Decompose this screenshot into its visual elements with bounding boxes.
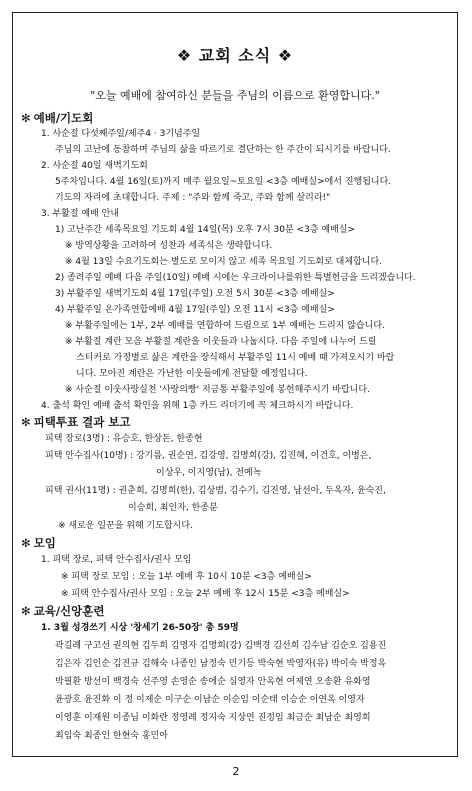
asterisk-icon: ✻	[21, 415, 31, 429]
election-deacons-line-2: 이상우, 이지영(남), 전예녹	[156, 468, 262, 478]
asterisk-icon: ✻	[21, 111, 31, 125]
worship-item-3-sub-1-note-1: ※ 방역상황을 고려하여 성찬과 세족식은 생략합니다.	[65, 241, 273, 251]
meeting-note-2: ※ 피택 안수집사/권사 모임 : 오늘 2부 예배 후 12시 15분 <3층 예배실>	[61, 589, 350, 599]
meeting-item-1: 1. 피택 장로, 피택 안수집사/권사 모임	[41, 555, 192, 565]
worship-item-2-title: 2. 사순절 40일 새벽기도회	[41, 161, 148, 171]
asterisk-icon: ✻	[21, 536, 31, 550]
section-heading-education: ✻ 교육/신앙훈련	[21, 604, 105, 618]
worship-item-4: 4. 출석 확인 예배 출석 확인을 위해 1층 카드 리더기에 꼭 체크하시기 바랍니다.	[41, 401, 354, 411]
worship-item-3-sub-2: 2) 종려주일 예배 다음 주일(10일) 예배 시에는 우크라이나를위한 특별헌금을 드리겠습니다.	[55, 273, 416, 283]
election-kwonsa-line-1: 피택 권사(11명) : 권춘희, 김명희(한), 김상범, 김수기, 김진영, 남선아, 두옥자, 윤숙진,	[45, 486, 386, 496]
worship-item-3-sub-4-note-5: ※ 사순절 이웃사랑실천 '사랑의빵' 저금통 부활주일에 봉헌해주시기 바랍니다.	[65, 385, 370, 395]
worship-item-3-sub-1-note-2: ※ 4월 13일 수요기도회는 별도로 모이지 않고 세족 목요일 기도회로 대체합니다.	[65, 257, 383, 267]
worship-item-3-sub-1: 1) 고난주간 세족목요일 기도회 4월 14일(목) 오후 7시 30분 <3층 예배실>	[55, 225, 355, 235]
education-names-line-2: 김은자 김인순 김진규 김해숙 나종인 남정숙 민기등 박숙현 박영자(유) 박이숙 박정옥	[55, 659, 387, 669]
election-elders: 피택 장로(3명) : 유승호, 한상돈, 한종현	[45, 434, 203, 444]
education-names-line-5: 이영훈 이재원 이종님 이화란 정영례 정지숙 지상연 진정임 최금순 최남순 최영희	[55, 713, 371, 723]
section-heading-election: ✻ 피택투표 결과 보고	[21, 415, 131, 429]
worship-item-3-sub-4-note-4: 니다. 모아진 계란은 가난한 이웃들에게 전달할 예정입니다.	[76, 369, 308, 379]
worship-item-3-sub-4-note-1: ※ 부활주일에는 1부, 2부 예배를 연합하여 드림으로 1부 예배는 드리지 않습니다.	[65, 321, 385, 331]
page-title: ❖ 교회 소식 ❖	[176, 46, 294, 65]
section-heading-meeting: ✻ 모임	[21, 536, 56, 550]
worship-item-3-sub-4-note-2: ※ 부활절 계란 모음 부활절 계란을 이웃들과 나눕시다. 다음 주일에 나누어 드릴	[65, 337, 377, 347]
bulletin-page	[12, 12, 458, 757]
education-names-line-3: 박필환 방선이 백경숙 선주영 손영순 송에순 심영자 안옥현 여제연 오송환 유화영	[55, 677, 371, 687]
election-kwonsa-line-2: 이승희, 최인자, 한종분	[128, 503, 218, 513]
election-prayer-note: ※ 새로운 일꾼을 위해 기도합시다.	[58, 521, 193, 531]
worship-item-3-title: 3. 부활절 예배 안내	[41, 209, 120, 219]
asterisk-icon: ✻	[21, 604, 31, 618]
worship-item-1-title: 1. 사순절 다섯째주일/제주4 · 3기념주일	[41, 129, 201, 139]
meeting-note-1: ※ 피택 장로 모임 : 오늘 1부 예배 후 10시 10분 <3층 예배실>	[61, 572, 312, 582]
worship-item-2-text-1: 5주차입니다. 4월 16일(토)까지 매주 월요일~토요일 <3층 예배실>에서 진행됩니다.	[55, 177, 392, 187]
election-deacons-line-1: 피택 안수집사(10명) : 강기름, 권순연, 김강영, 김명희(강), 김진혜, 이건호, 이병은,	[45, 451, 372, 461]
worship-item-3-sub-3: 3) 부활주일 새벽기도회 4월 17일(주일) 오전 5시 30분 <3층 예배실>	[55, 289, 335, 299]
education-names-line-1: 곽길례 구고선 권의현 김두희 김명자 김명희(강) 김백경 김선희 김수남 김순오 김용진	[55, 641, 387, 651]
education-item-1: 1. 3월 성경쓰기 시상 '창세기 26-50장' 총 59명	[41, 623, 239, 633]
section-heading-worship: ✻ 예배/기도회	[21, 111, 94, 125]
education-names-line-6: 최임숙 최종인 한현숙 홍민아	[55, 731, 168, 741]
education-names-line-4: 윤광호 윤진화 이 정 이제순 이구순 이남순 이순임 이순태 이승순 이연옥 이영자	[55, 695, 365, 705]
welcome-message: "오늘 예배에 참여하신 분들을 주님의 이름으로 환영합니다."	[90, 89, 380, 102]
worship-item-3-sub-4-note-3: 스티커로 가정별로 삶은 계란을 장식해서 부활주일 11시 예배 때 가져오시기 바랍	[76, 353, 395, 363]
worship-item-3-sub-4: 4) 부활주일 온가족연합예배 4월 17일(주일) 오전 11시 <3층 예배실>	[55, 305, 335, 315]
worship-item-1-text: 주님의 고난에 동참하며 주님의 삶을 따르기로 결단하는 한 주간이 되시기를 바랍니다.	[55, 145, 391, 155]
worship-item-2-text-2: 기도의 자리에 초대합니다. 주제 : "주와 함께 죽고, 주와 함께 살리라!"	[55, 193, 331, 203]
page-number: 2	[232, 765, 240, 778]
